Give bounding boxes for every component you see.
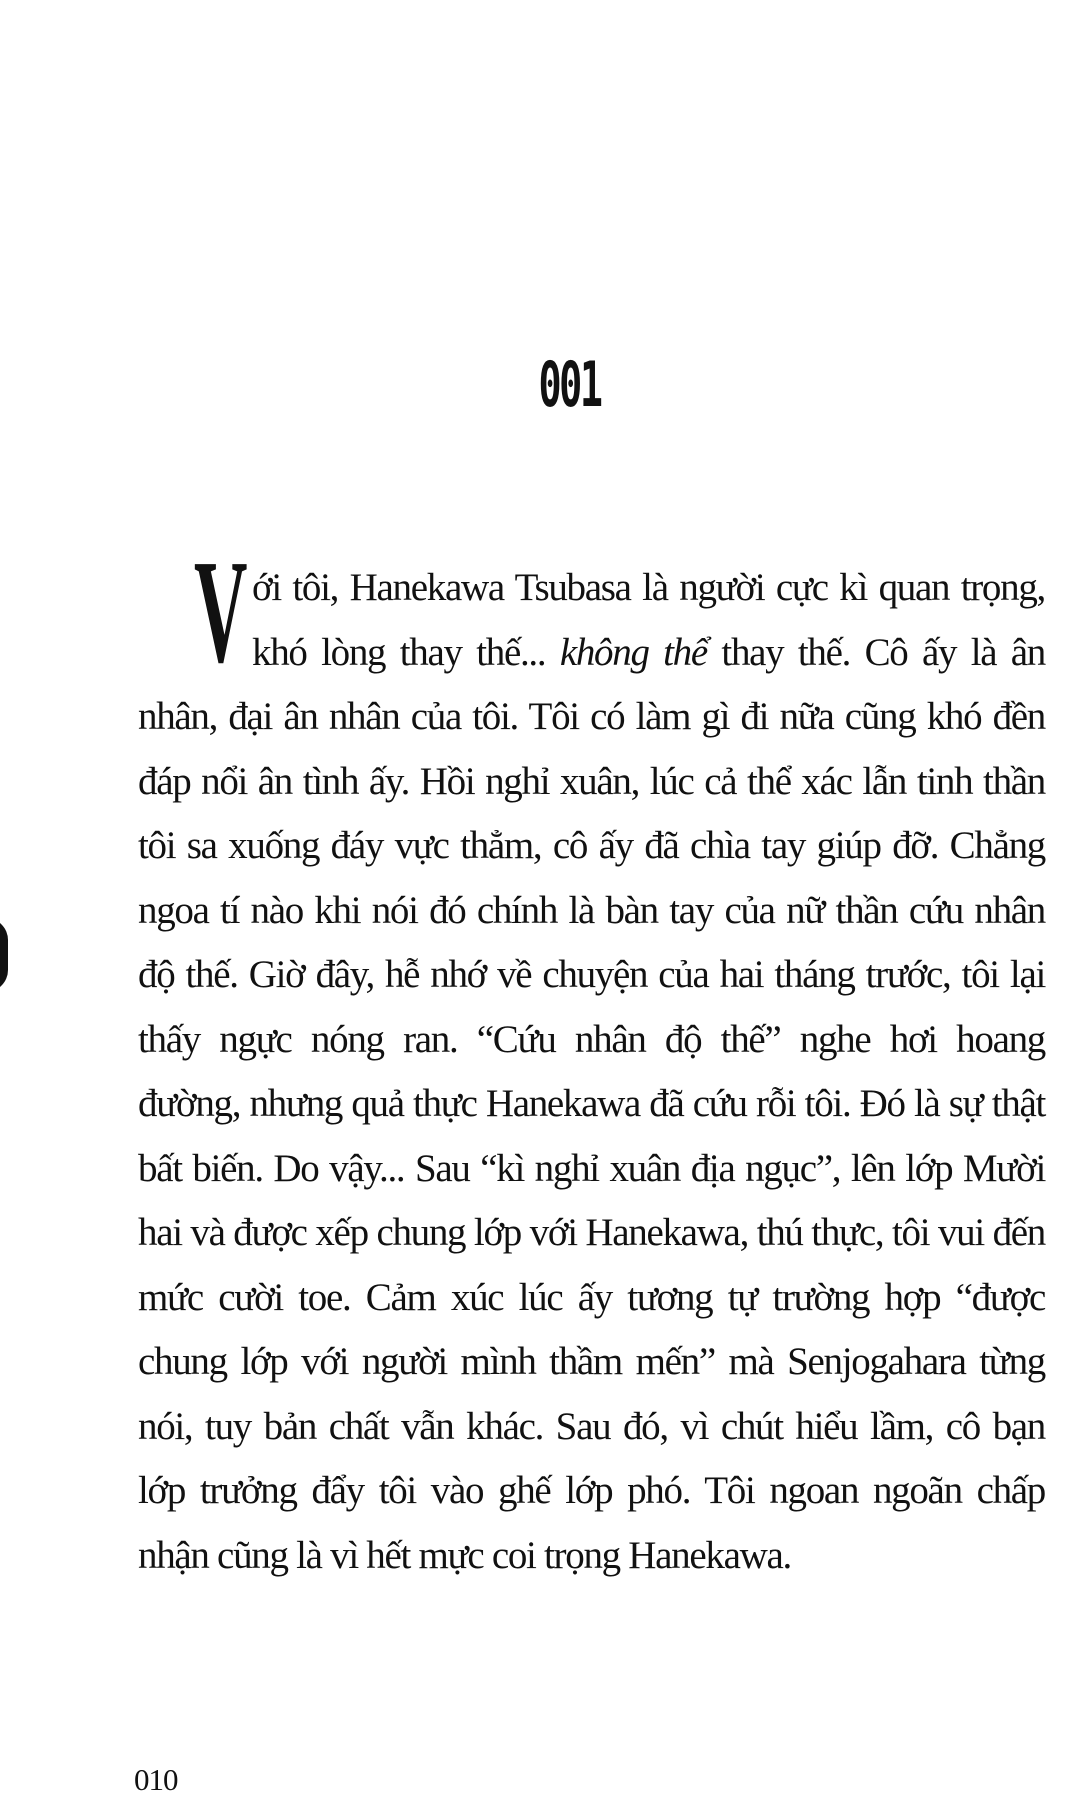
page-number: 010	[134, 1762, 178, 1797]
page-edge-mark	[0, 918, 8, 992]
drop-cap: V	[194, 530, 247, 694]
emphasis-text: không thể	[559, 630, 707, 674]
body-paragraph	[138, 530, 1045, 1588]
paragraph	[138, 530, 1045, 1588]
body-text-part-2: thay thế. Cô ấy là ân nhân, đại ân nhân của tôi. Tôi có làm gì đi nữa cũng khó đền đáp nổi ân tình ấy. Hồi nghỉ xuân, lúc cả thể xác lẫn tinh thần tôi sa xuống đáy vực thẳm, cô ấy đã chìa tay giúp đỡ. Chẳng ngoa tí nào khi nói đó chính là bàn tay của nữ thần cứu nhân độ thế. Giờ đây, hễ nhớ về chuyện của hai tháng trước, tôi lại thấy ngực nóng ran. “Cứu nhân độ thế” nghe hơi hoang đường, nhưng quả thực Hanekawa đã cứu rỗi tôi. Đó là sự thật bất biến. Do vậy... Sau “kì nghỉ xuân địa ngục”, lên lớp Mười hai và được xếp chung lớp với Hanekawa, thú thực, tôi vui đến mức cười toe. Cảm xúc lúc ấy tương tự trường hợp “được chung lớp với người mình thầm mến” mà Senjogahara từng nói, tuy bản chất vẫn khác. Sau đó, vì chút hiểu lầm, cô bạn lớp trưởng đẩy tôi vào ghế lớp phó. Tôi ngoan ngoãn chấp nhận cũng là vì hết mực coi trọng Hanekawa.	[138, 630, 1045, 1577]
chapter-title: 001	[538, 348, 601, 421]
body-text-part-1: ới tôi, Hanekawa Tsubasa là người cực kì quan trọng, khó lòng thay thế...	[252, 566, 1045, 674]
